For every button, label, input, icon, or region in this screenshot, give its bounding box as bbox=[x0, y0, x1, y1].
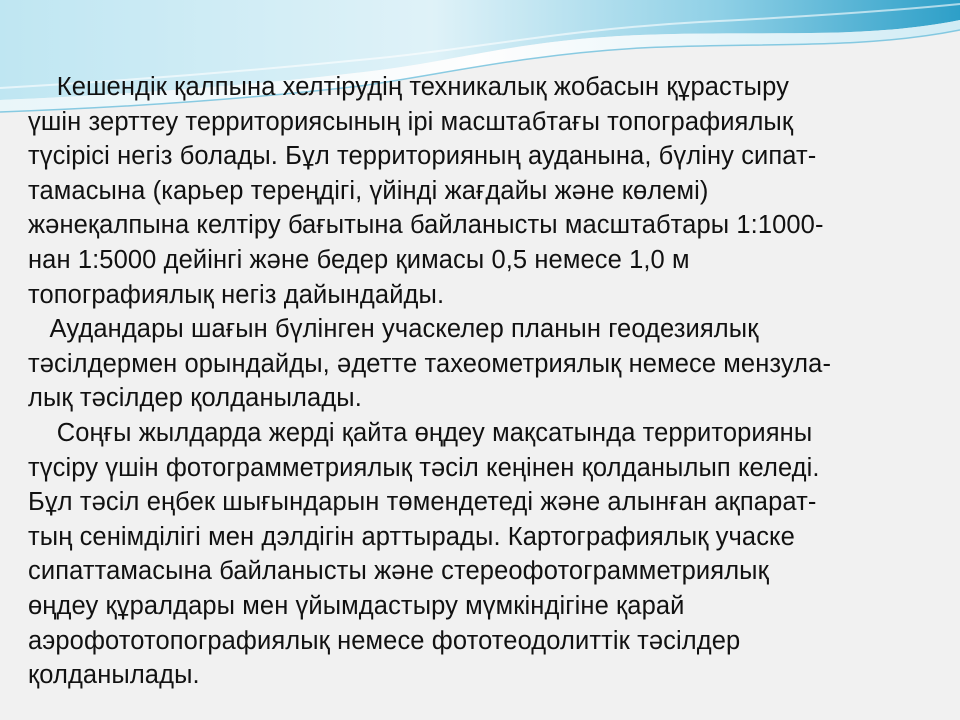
text-line: жәнеқалпына келтіру бағытына байланысты масштабтары 1:1000- bbox=[28, 211, 824, 240]
text-line: лық тәсілдер қолданылады. bbox=[28, 384, 362, 413]
text-line: сипаттамасына байланысты және стереофотограмметриялық bbox=[28, 557, 769, 586]
text-line: Соңғы жылдарда жерді қайта өңдеу мақсатында территорияны bbox=[28, 418, 813, 447]
text-line: Кешендік қалпына хелтірудің техникалық жобасын құрастыру bbox=[28, 73, 789, 101]
text-line: нан 1:5000 дейінгі және бедер қимасы 0,5 немесе 1,0 м bbox=[28, 245, 690, 274]
text-line: үшін зерттеу территориясының ірі масштабтағы топографиялық bbox=[28, 107, 794, 136]
text-line: Аудандары шағын бүлінген учаскелер планын геодезиялық bbox=[28, 315, 759, 344]
text-line: қолданылады. bbox=[28, 661, 200, 690]
text-line: Бұл тәсіл еңбек шығындарын төмендетеді және алынған ақпарат- bbox=[28, 488, 817, 517]
text-line: түсіру үшін фотограмметриялық тәсіл кеңінен қолданылып келеді. bbox=[28, 453, 820, 482]
text-line: түсірісі негіз болады. Бұл территорияның ауданына, бүліну сипат- bbox=[28, 142, 817, 171]
text-line: тамасына (карьер тереңдігі, үйінді жағдайы және көлемі) bbox=[28, 176, 709, 205]
text-line: өңдеу құралдары мен үйымдастыру мүмкіндігіне қарай bbox=[28, 591, 685, 620]
body-text bbox=[28, 70, 940, 693]
text-line: топографиялық негіз дайындайды. bbox=[28, 280, 445, 309]
text-line: тың сенімділігі мен дэлдігін арттырады. Картографиялық учаске bbox=[28, 522, 795, 551]
text-line: аэрофототопографиялық немесе фототеодолиттік тәсілдер bbox=[28, 626, 741, 655]
text-line: тәсілдермен орындайды, әдетте тахеометриялық немесе мензула- bbox=[28, 349, 832, 378]
